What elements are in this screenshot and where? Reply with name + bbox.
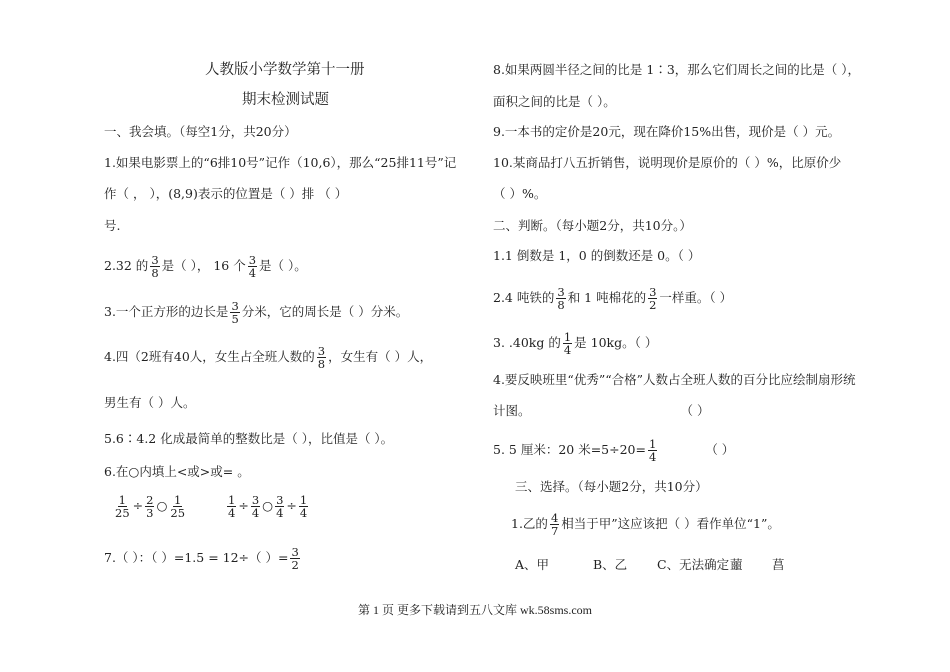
question-1-line-2: 作（ ， ），(8,9)表示的位置是（ ）排 （ ） bbox=[104, 186, 348, 201]
fraction: $\frac{3}{8}$ bbox=[151, 253, 159, 280]
judge-1: 1.1 倒数是 1，0 的倒数还是 0。（ ） bbox=[493, 248, 701, 263]
fraction: $\frac{4}{7}$ bbox=[550, 511, 559, 538]
choice-1-option-a: A、甲 bbox=[515, 557, 550, 572]
question-4-line-1: 4.四（2班有40人，女生占全班人数的 $\frac{3}{8}$ ，女生有（ ）人， bbox=[104, 344, 433, 371]
fraction: $\frac{1}{4}$ bbox=[228, 493, 236, 520]
question-10-line-1: 10.某商品打八五折销售，说明现价是原价的（ ）%，比原价少 bbox=[493, 155, 842, 170]
judge-4-line-1: 4.要反映班里“优秀”“合格”人数占全班人数的百分比应绘制扇形统 bbox=[493, 372, 856, 387]
comparison-1: $\frac{1}{25}$ ÷ $\frac{2}{3}$ ○ $\frac{1}{25}$ bbox=[115, 493, 186, 520]
page-footer bbox=[0, 601, 950, 618]
question-2: 2.32 的 $\frac{3}{8}$ 是（ ）， 16 个 $\frac{3}{4}$ 是（ ）。 bbox=[104, 253, 307, 280]
page-number: 第 1 页 bbox=[357, 603, 394, 617]
judge-2: 2.4 吨铁的 $\frac{3}{8}$ 和 1 吨棉花的 $\frac{3}{2}$ 一样重。（ ） bbox=[493, 285, 733, 312]
fraction: $\frac{3}{4}$ bbox=[248, 253, 257, 280]
question-7: 7.（ ）：（ ）=1.5 = 12÷（ ）= $\frac{3}{2}$ bbox=[104, 545, 299, 572]
circle-blank: ○ bbox=[262, 498, 274, 513]
fraction: $\frac{1}{4}$ bbox=[649, 437, 657, 464]
question-4-line-2: 男生有（ ）人。 bbox=[104, 395, 196, 410]
fraction: $\frac{1}{25}$ bbox=[115, 493, 130, 520]
stray-glyph-1: 蘁 bbox=[730, 557, 743, 572]
fraction: $\frac{3}{8}$ bbox=[317, 344, 326, 371]
question-8-line-2: 面积之间的比是（ ）。 bbox=[493, 94, 616, 109]
fraction: $\frac{3}{4}$ bbox=[251, 493, 260, 520]
question-1-line-1: 1.如果电影票上的“6排10号”记作（10,6），那么“25排11号”记 bbox=[104, 155, 457, 170]
comparison-2: $\frac{1}{4}$ ÷ $\frac{3}{4}$ ○ $\frac{3}{4}$ ÷ $\frac{1}{4}$ bbox=[228, 493, 308, 520]
exam-subtitle: 期末检测试题 bbox=[242, 92, 329, 108]
fraction: $\frac{3}{4}$ bbox=[276, 493, 284, 520]
judge-4-line-2: 计图。 （ ） bbox=[493, 403, 710, 418]
question-6: 6.在○内填上<或>或= 。 bbox=[104, 464, 250, 479]
question-1-line-3: 号. bbox=[104, 218, 121, 233]
judge-3: 3. .40kg 的 $\frac{1}{4}$ 是 10kg。（ ） bbox=[493, 330, 658, 357]
choice-1-option-b: B、乙 bbox=[593, 557, 628, 572]
stray-glyph-2: 菖 bbox=[772, 557, 785, 572]
question-10-line-2: （ ）%。 bbox=[493, 186, 547, 201]
fraction: $\frac{1}{25}$ bbox=[170, 493, 186, 520]
circle-blank: ○ bbox=[156, 498, 168, 513]
section-1-heading: 一、我会填。（每空1分，共20分） bbox=[104, 124, 297, 139]
exam-title: 人教版小学数学第十一册 bbox=[205, 62, 365, 78]
choice-1: 1.乙的 $\frac{4}{7}$ 相当于甲”这应该把（ ）看作单位“1”。 bbox=[511, 511, 780, 538]
fraction: $\frac{3}{5}$ bbox=[231, 299, 239, 326]
fraction: $\frac{2}{3}$ bbox=[146, 493, 154, 520]
section-3-heading: 三、选择。（每小题2分，共10分） bbox=[515, 479, 708, 494]
fraction: $\frac{3}{8}$ bbox=[557, 285, 565, 312]
fraction: $\frac{3}{2}$ bbox=[649, 285, 657, 312]
fraction: $\frac{3}{2}$ bbox=[291, 545, 299, 572]
choice-1-option-c: C、无法确定 bbox=[657, 557, 730, 572]
question-9: 9.一本书的定价是20元，现在降价15%出售，现价是（ ）元。 bbox=[493, 124, 841, 139]
question-3: 3.一个正方形的边长是 $\frac{3}{5}$ 分米，它的周长是（ ）分米。 bbox=[104, 299, 409, 326]
judge-5: 5. 5 厘米：20 米=5÷20= $\frac{1}{4}$ （ ） bbox=[493, 437, 735, 464]
fraction: $\frac{1}{4}$ bbox=[299, 493, 308, 520]
question-8-line-1: 8.如果两圆半径之间的比是 1∶3，那么它们周长之间的比是（ ）， bbox=[493, 62, 861, 77]
footer-text: 更多下载请到五八文库 wk.58sms.com bbox=[397, 603, 593, 617]
question-5: 5.6∶4.2 化成最简单的整数比是（ ），比值是（ ）。 bbox=[104, 431, 394, 446]
section-2-heading: 二、判断。（每小题2分，共10分。） bbox=[493, 218, 692, 233]
fraction: $\frac{1}{4}$ bbox=[563, 330, 572, 357]
